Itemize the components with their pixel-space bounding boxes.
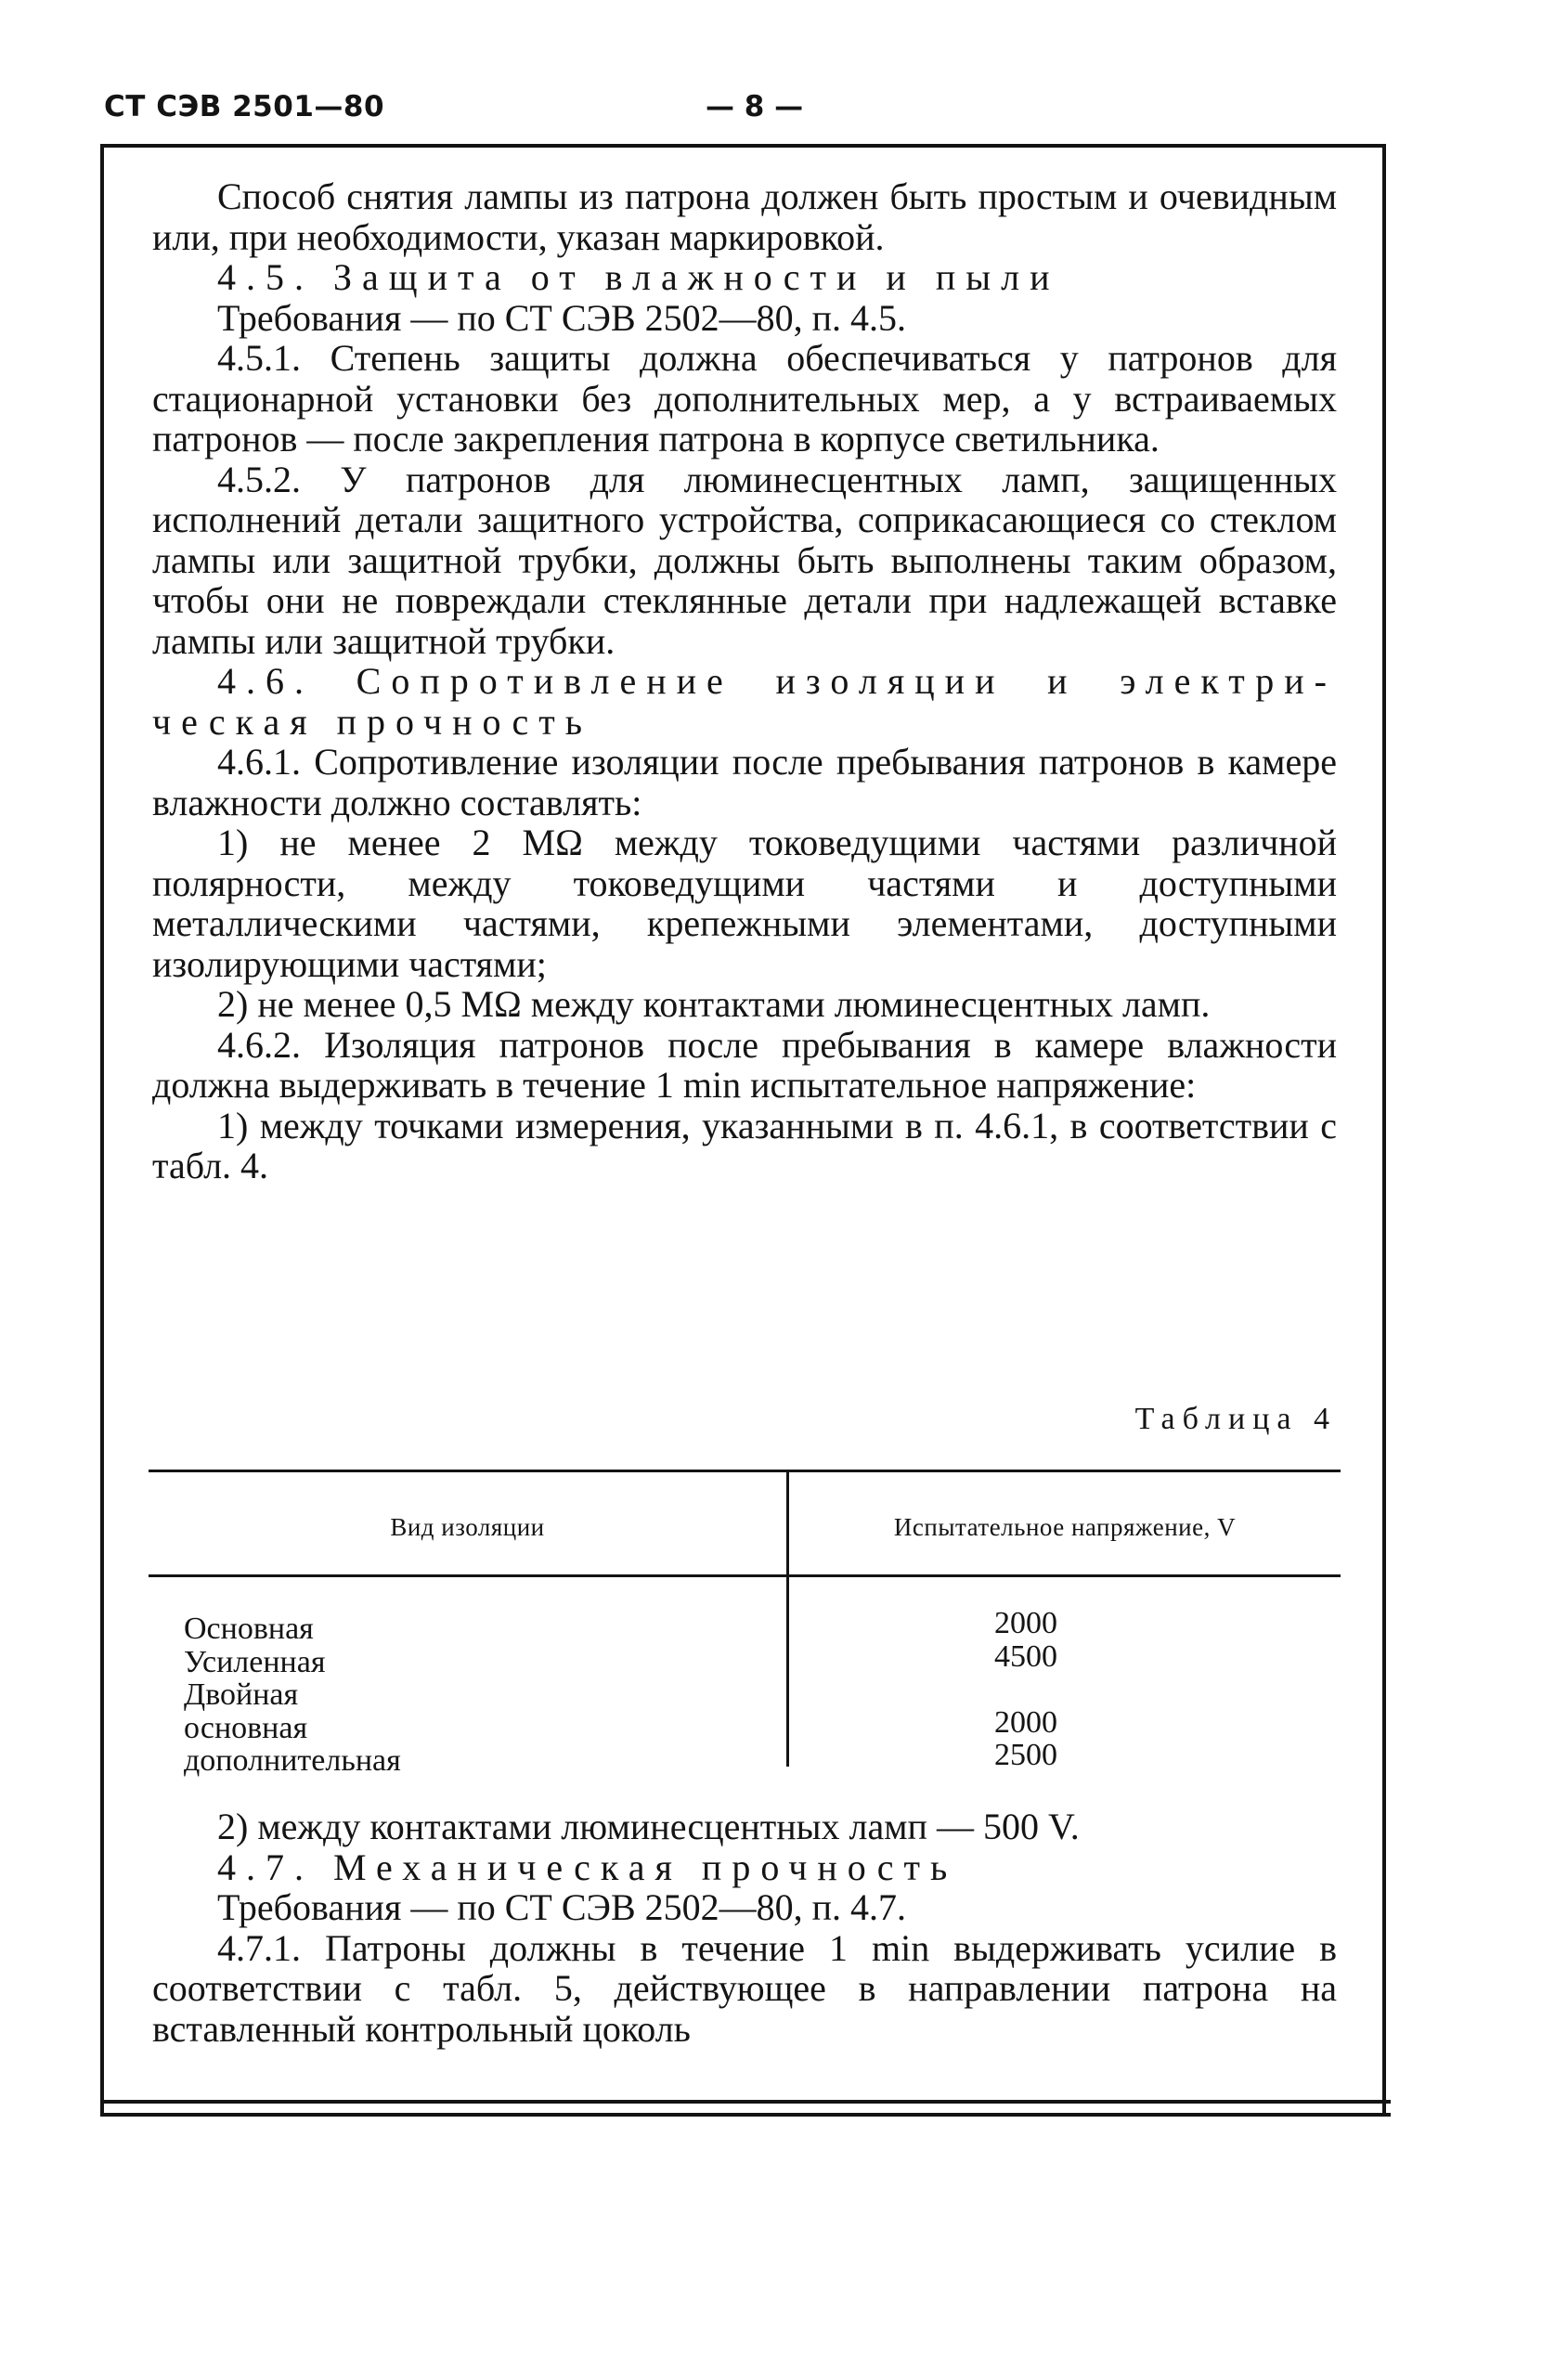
list-item: 1) не менее 2 MΩ между токоведущими частями различной полярности, между токоведущими частями и доступными металлическими частями, крепежными элементами, доступными изолирующими частями;	[152, 822, 1337, 985]
document-code: СТ СЭВ 2501—80	[104, 90, 385, 123]
page-number: — 8 —	[706, 90, 804, 123]
text-block-top	[152, 176, 1337, 1186]
table-cell-value: 2000	[994, 1606, 1057, 1640]
frame-left-border	[100, 144, 104, 2117]
paragraph: 4.5.1. Степень защиты должна обеспечиваться у патронов для стационарной установки без дополнительных мер, а у встраиваемых патронов — после закрепления патрона в корпусе светильника.	[152, 337, 1337, 460]
section-heading-cont: ческая прочность	[152, 700, 592, 743]
table-top-rule	[149, 1470, 1341, 1472]
frame-bottom-border-double	[100, 2113, 1391, 2117]
list-item: 2) между контактами люминесцентных ламп — 500 V.	[217, 1806, 1080, 1847]
table-cell-value: 2500	[994, 1738, 1057, 1772]
frame-right-border	[1382, 144, 1386, 2117]
table-cell-value	[956, 1673, 1095, 1706]
paragraph: 4.6.1. Сопротивление изоляции после пребывания патронов в камере влажности должно составлять:	[152, 741, 1337, 823]
table-cell-name: Основная	[184, 1612, 314, 1646]
text-block-bottom	[152, 1807, 1337, 2049]
table-header-insulation-type: Вид изоляции	[390, 1513, 545, 1541]
table-cell-value: 4500	[994, 1638, 1057, 1674]
paragraph: 4.6.2. Изоляция патронов после пребывания в камере влажности должна выдерживать в течение 1 min испытательное напряжение:	[152, 1023, 1337, 1106]
list-item: 1) между точками измерения, указанными в п. 4.6.1, в соответствии с табл. 4.	[152, 1104, 1337, 1186]
table-caption: Таблица 4	[1134, 1402, 1337, 1436]
table-cell-name: основная	[184, 1710, 308, 1745]
section-heading: 4.7. Механическая прочность	[217, 1845, 958, 1888]
frame-bottom-border	[100, 2100, 1391, 2104]
paragraph: 4.7.1. Патроны должны в течение 1 min выдерживать усилие в соответствии с табл. 5, действующее в направлении патрона на вставленный контрольный цоколь	[152, 1926, 1337, 2050]
table-cell-name: Усиленная	[184, 1644, 326, 1679]
paragraph: Способ снятия лампы из патрона должен быть простым и очевидным или, при необходимости, указан маркировкой.	[152, 175, 1337, 258]
table-cell-name: дополнительная	[184, 1743, 401, 1778]
paragraph: Требования — по СТ СЭВ 2502—80, п. 4.5.	[217, 296, 907, 339]
section-heading: 4.5. Защита от влажности и пыли	[217, 256, 1060, 298]
table-insulation-types	[184, 1612, 401, 1778]
table-header-test-voltage: Испытательное напряжение, V	[893, 1513, 1237, 1541]
paragraph: Требования — по СТ СЭВ 2502—80, п. 4.7.	[217, 1886, 907, 1928]
frame-top-border	[100, 144, 1386, 148]
table-cell-value: 2000	[994, 1704, 1057, 1740]
paragraph: 4.5.2. У патронов для люминесцентных ламп, защищенных исполнений детали защитного устройства, соприкасающиеся со стеклом лампы или защитной трубки, должны быть выполнены таким образом, чтобы они не повреждали стеклянные детали при надлежащей вставке лампы или защитной трубки.	[152, 458, 1337, 662]
table-test-voltages	[956, 1607, 1095, 1772]
table-header-rule	[149, 1574, 1341, 1577]
section-heading: 4.6. Сопротивление изоляции и электри-	[217, 660, 1337, 702]
list-item: 2) не менее 0,5 MΩ между контактами люминесцентных ламп.	[217, 983, 1211, 1025]
table-cell-name: Двойная	[184, 1677, 299, 1712]
